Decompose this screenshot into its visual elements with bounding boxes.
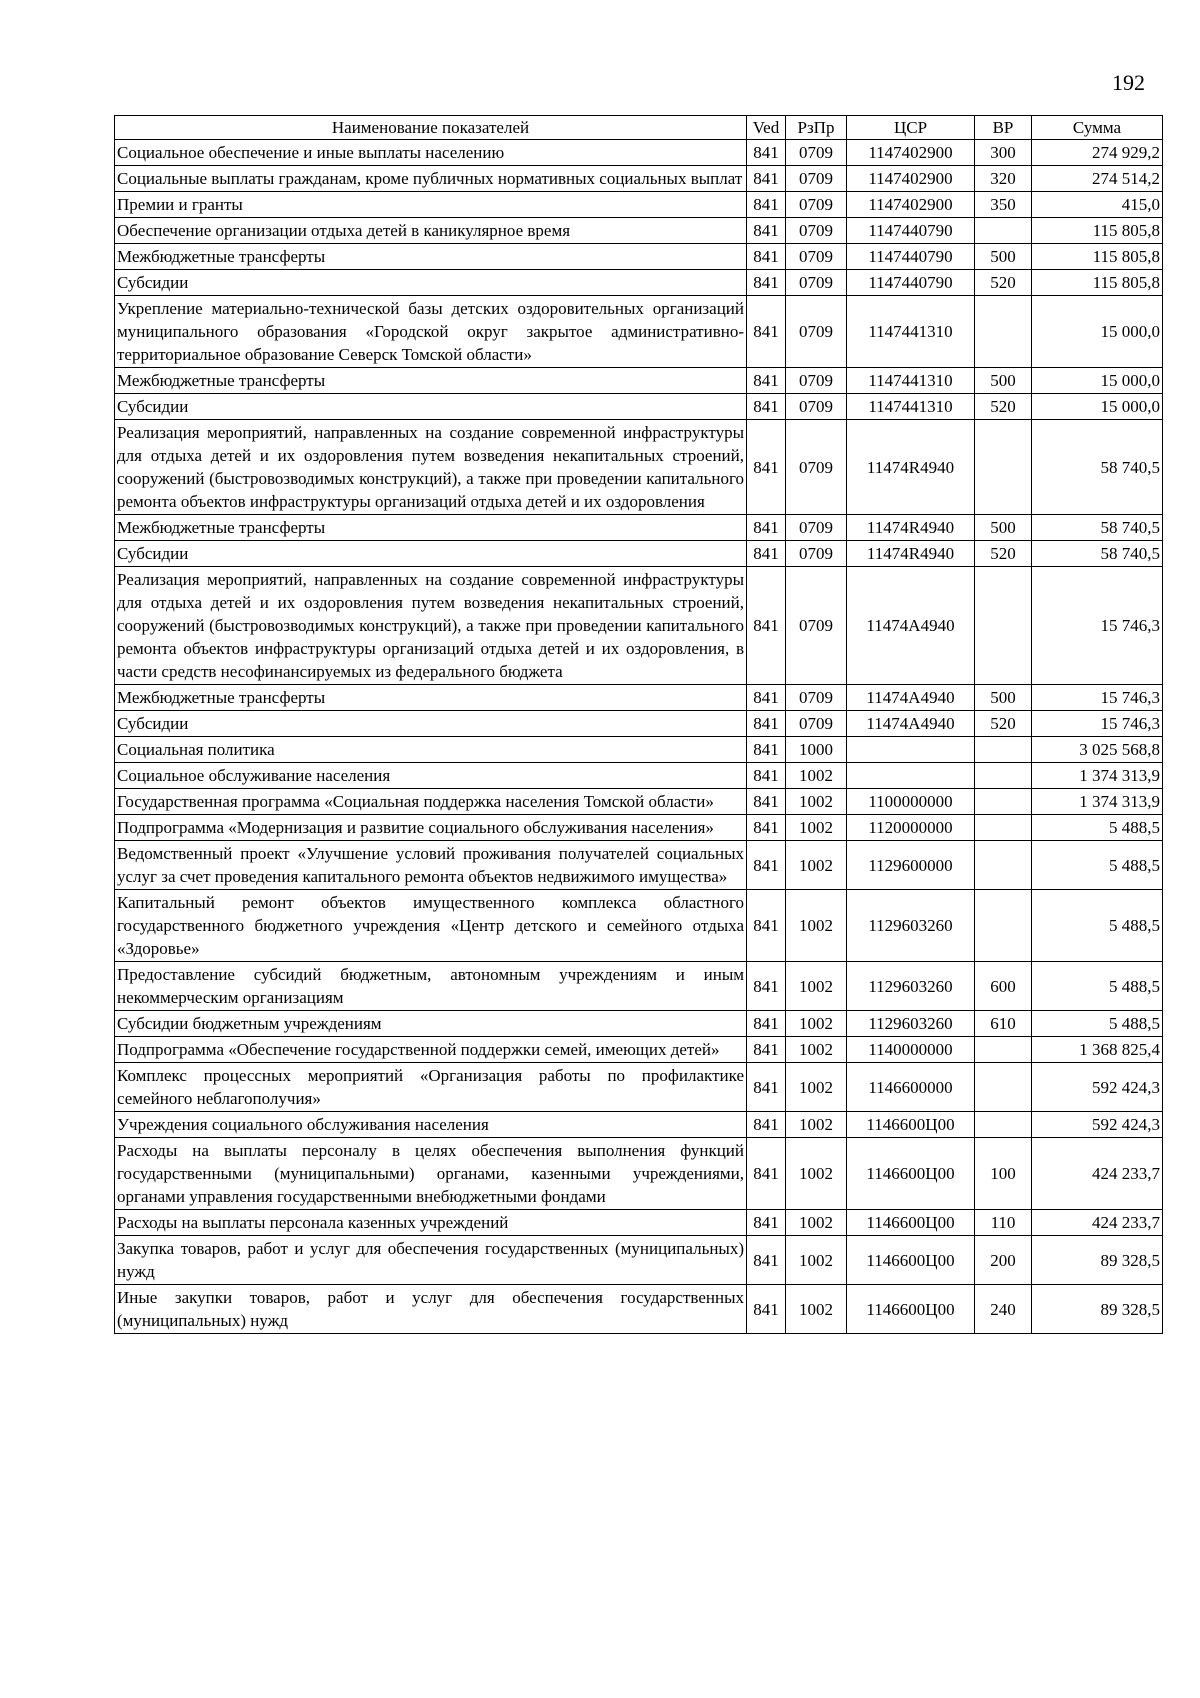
cell-ved: 841 (747, 515, 786, 541)
table-row (115, 789, 1163, 815)
cell-csr: 11474A4940 (847, 685, 975, 711)
cell-rzpr: 0709 (786, 244, 847, 270)
cell-csr: 11474A4940 (847, 567, 975, 685)
cell-ved: 841 (747, 763, 786, 789)
cell-name: Расходы на выплаты персонала казенных учреждений (115, 1210, 747, 1236)
cell-sum: 424 233,7 (1032, 1138, 1163, 1210)
cell-name: Социальная политика (115, 737, 747, 763)
cell-ved: 841 (747, 394, 786, 420)
cell-rzpr: 0709 (786, 541, 847, 567)
cell-name: Реализация мероприятий, направленных на создание современной инфраструктуры для отдыха детей и их оздоровления путем возведения некапитальных строений, сооружений (быстровозводимых конструкций), а также при проведении капитального ремонта объектов инфраструктуры организаций отдыха детей и их оздоровления, в части средств несофинансируемых из федерального бюджета (115, 567, 747, 685)
cell-ved: 841 (747, 841, 786, 890)
cell-ved: 841 (747, 244, 786, 270)
cell-vr: 520 (975, 394, 1032, 420)
cell-rzpr: 0709 (786, 685, 847, 711)
cell-csr: 1147441310 (847, 296, 975, 368)
cell-sum: 1 374 313,9 (1032, 763, 1163, 789)
cell-ved: 841 (747, 1037, 786, 1063)
table-row (115, 737, 1163, 763)
cell-vr: 610 (975, 1011, 1032, 1037)
cell-ved: 841 (747, 270, 786, 296)
cell-ved: 841 (747, 685, 786, 711)
cell-vr: 320 (975, 166, 1032, 192)
cell-csr: 11474A4940 (847, 711, 975, 737)
cell-sum: 5 488,5 (1032, 815, 1163, 841)
table-row (115, 567, 1163, 685)
cell-rzpr: 0709 (786, 140, 847, 166)
cell-name: Субсидии бюджетным учреждениям (115, 1011, 747, 1037)
cell-ved: 841 (747, 140, 786, 166)
table-row (115, 1037, 1163, 1063)
cell-csr: 1146600000 (847, 1063, 975, 1112)
cell-name: Субсидии (115, 541, 747, 567)
cell-sum: 274 929,2 (1032, 140, 1163, 166)
cell-ved: 841 (747, 567, 786, 685)
cell-csr: 1129603260 (847, 890, 975, 962)
cell-sum: 15 000,0 (1032, 368, 1163, 394)
cell-vr: 500 (975, 244, 1032, 270)
cell-vr: 520 (975, 711, 1032, 737)
cell-sum: 15 746,3 (1032, 567, 1163, 685)
cell-rzpr: 0709 (786, 420, 847, 515)
table-row (115, 296, 1163, 368)
cell-name: Расходы на выплаты персоналу в целях обеспечения выполнения функций государственными (муниципальными) органами, казенными учреждениями, органами управления государственными внебюджетными фондами (115, 1138, 747, 1210)
cell-csr: 1146600Ц00 (847, 1112, 975, 1138)
table-row (115, 420, 1163, 515)
table-row (115, 541, 1163, 567)
cell-vr (975, 296, 1032, 368)
table-row (115, 368, 1163, 394)
cell-vr (975, 1063, 1032, 1112)
cell-csr: 1140000000 (847, 1037, 975, 1063)
table-row (115, 1285, 1163, 1334)
cell-csr: 1147441310 (847, 368, 975, 394)
cell-name: Капитальный ремонт объектов имущественного комплекса областного государственного бюджетного учреждения «Центр детского и семейного отдыха «Здоровье» (115, 890, 747, 962)
cell-csr (847, 737, 975, 763)
cell-sum: 1 374 313,9 (1032, 789, 1163, 815)
cell-rzpr: 0709 (786, 270, 847, 296)
cell-sum: 3 025 568,8 (1032, 737, 1163, 763)
cell-csr: 1146600Ц00 (847, 1138, 975, 1210)
cell-rzpr: 1000 (786, 737, 847, 763)
cell-ved: 841 (747, 166, 786, 192)
cell-vr: 350 (975, 192, 1032, 218)
cell-rzpr: 1002 (786, 789, 847, 815)
cell-ved: 841 (747, 1063, 786, 1112)
table-row (115, 166, 1163, 192)
cell-rzpr: 1002 (786, 1236, 847, 1285)
cell-name: Государственная программа «Социальная поддержка населения Томской области» (115, 789, 747, 815)
cell-sum: 115 805,8 (1032, 270, 1163, 296)
cell-sum: 274 514,2 (1032, 166, 1163, 192)
table-row (115, 1063, 1163, 1112)
cell-sum: 58 740,5 (1032, 420, 1163, 515)
cell-ved: 841 (747, 1138, 786, 1210)
cell-name: Подпрограмма «Обеспечение государственной поддержки семей, имеющих детей» (115, 1037, 747, 1063)
cell-sum: 592 424,3 (1032, 1063, 1163, 1112)
cell-sum: 15 746,3 (1032, 711, 1163, 737)
cell-vr (975, 567, 1032, 685)
cell-rzpr: 1002 (786, 1210, 847, 1236)
table-row (115, 394, 1163, 420)
table-row (115, 1236, 1163, 1285)
cell-csr: 1146600Ц00 (847, 1236, 975, 1285)
cell-vr (975, 890, 1032, 962)
table-row (115, 841, 1163, 890)
cell-sum: 5 488,5 (1032, 1011, 1163, 1037)
cell-vr (975, 218, 1032, 244)
cell-rzpr: 1002 (786, 1138, 847, 1210)
cell-vr: 500 (975, 685, 1032, 711)
cell-csr: 1129603260 (847, 962, 975, 1011)
table-row (115, 140, 1163, 166)
cell-sum: 89 328,5 (1032, 1285, 1163, 1334)
cell-sum: 1 368 825,4 (1032, 1037, 1163, 1063)
cell-vr (975, 841, 1032, 890)
cell-name: Обеспечение организации отдыха детей в каникулярное время (115, 218, 747, 244)
table-row (115, 244, 1163, 270)
cell-sum: 58 740,5 (1032, 541, 1163, 567)
cell-csr (847, 763, 975, 789)
cell-csr: 1120000000 (847, 815, 975, 841)
cell-csr: 1147440790 (847, 244, 975, 270)
cell-sum: 15 746,3 (1032, 685, 1163, 711)
cell-name: Предоставление субсидий бюджетным, автономным учреждениям и иным некоммерческим организациям (115, 962, 747, 1011)
cell-vr: 300 (975, 140, 1032, 166)
cell-name: Иные закупки товаров, работ и услуг для обеспечения государственных (муниципальных) нужд (115, 1285, 747, 1334)
cell-rzpr: 0709 (786, 394, 847, 420)
cell-rzpr: 1002 (786, 1063, 847, 1112)
cell-ved: 841 (747, 962, 786, 1011)
budget-table (114, 115, 1163, 1334)
cell-ved: 841 (747, 296, 786, 368)
cell-rzpr: 1002 (786, 1037, 847, 1063)
cell-rzpr: 0709 (786, 567, 847, 685)
cell-name: Субсидии (115, 711, 747, 737)
header-ved: Ved (747, 116, 786, 140)
cell-ved: 841 (747, 1236, 786, 1285)
cell-sum: 415,0 (1032, 192, 1163, 218)
cell-rzpr: 0709 (786, 218, 847, 244)
cell-ved: 841 (747, 711, 786, 737)
cell-name: Субсидии (115, 270, 747, 296)
cell-vr: 240 (975, 1285, 1032, 1334)
cell-rzpr: 0709 (786, 296, 847, 368)
cell-rzpr: 0709 (786, 166, 847, 192)
table-row (115, 218, 1163, 244)
cell-sum: 15 000,0 (1032, 296, 1163, 368)
cell-csr: 1147402900 (847, 166, 975, 192)
cell-vr (975, 1112, 1032, 1138)
table-row (115, 1112, 1163, 1138)
cell-sum: 424 233,7 (1032, 1210, 1163, 1236)
cell-name: Межбюджетные трансферты (115, 685, 747, 711)
cell-ved: 841 (747, 737, 786, 763)
cell-vr: 200 (975, 1236, 1032, 1285)
cell-vr: 100 (975, 1138, 1032, 1210)
cell-ved: 841 (747, 368, 786, 394)
cell-rzpr: 1002 (786, 815, 847, 841)
cell-vr (975, 789, 1032, 815)
cell-sum: 89 328,5 (1032, 1236, 1163, 1285)
cell-csr: 1147440790 (847, 270, 975, 296)
header-name: Наименование показателей (115, 116, 747, 140)
cell-name: Учреждения социального обслуживания населения (115, 1112, 747, 1138)
cell-vr: 110 (975, 1210, 1032, 1236)
cell-name: Комплекс процессных мероприятий «Организация работы по профилактике семейного неблагополучия» (115, 1063, 747, 1112)
cell-name: Премии и гранты (115, 192, 747, 218)
cell-rzpr: 1002 (786, 962, 847, 1011)
table-row (115, 270, 1163, 296)
table-row (115, 763, 1163, 789)
cell-csr: 1129603260 (847, 1011, 975, 1037)
cell-csr: 1100000000 (847, 789, 975, 815)
cell-rzpr: 1002 (786, 1285, 847, 1334)
table-row (115, 1210, 1163, 1236)
cell-sum: 5 488,5 (1032, 841, 1163, 890)
header-sum: Сумма (1032, 116, 1163, 140)
cell-ved: 841 (747, 541, 786, 567)
cell-name: Укрепление материально-технической базы детских оздоровительных организаций муниципального образования «Городской округ закрытое административно-территориальное образование Северск Томской области» (115, 296, 747, 368)
header-rzpr: РзПр (786, 116, 847, 140)
cell-csr: 11474R4940 (847, 420, 975, 515)
table-row (115, 815, 1163, 841)
cell-rzpr: 0709 (786, 192, 847, 218)
table-row (115, 1011, 1163, 1037)
cell-rzpr: 1002 (786, 1011, 847, 1037)
table-row (115, 962, 1163, 1011)
cell-csr: 1147402900 (847, 140, 975, 166)
cell-rzpr: 1002 (786, 841, 847, 890)
cell-name: Ведомственный проект «Улучшение условий проживания получателей социальных услуг за счет проведения капитального ремонта объектов недвижимого имущества» (115, 841, 747, 890)
cell-rzpr: 0709 (786, 368, 847, 394)
cell-ved: 841 (747, 420, 786, 515)
cell-vr (975, 737, 1032, 763)
cell-rzpr: 0709 (786, 515, 847, 541)
cell-csr: 1147441310 (847, 394, 975, 420)
cell-ved: 841 (747, 1112, 786, 1138)
cell-csr: 11474R4940 (847, 541, 975, 567)
header-csr: ЦСР (847, 116, 975, 140)
cell-sum: 115 805,8 (1032, 244, 1163, 270)
cell-ved: 841 (747, 192, 786, 218)
cell-ved: 841 (747, 1210, 786, 1236)
cell-vr: 500 (975, 368, 1032, 394)
cell-csr: 1147440790 (847, 218, 975, 244)
table-row (115, 1138, 1163, 1210)
cell-rzpr: 1002 (786, 1112, 847, 1138)
page-number: 192 (1112, 70, 1145, 95)
table-body (115, 140, 1163, 1334)
cell-csr: 1129600000 (847, 841, 975, 890)
cell-name: Социальное обеспечение и иные выплаты населению (115, 140, 747, 166)
cell-csr: 1146600Ц00 (847, 1285, 975, 1334)
cell-name: Социальные выплаты гражданам, кроме публичных нормативных социальных выплат (115, 166, 747, 192)
table-row (115, 192, 1163, 218)
cell-csr: 1147402900 (847, 192, 975, 218)
cell-rzpr: 1002 (786, 763, 847, 789)
cell-rzpr: 0709 (786, 711, 847, 737)
cell-sum: 592 424,3 (1032, 1112, 1163, 1138)
cell-ved: 841 (747, 1011, 786, 1037)
cell-vr: 600 (975, 962, 1032, 1011)
table-row (115, 711, 1163, 737)
cell-csr: 1146600Ц00 (847, 1210, 975, 1236)
cell-name: Подпрограмма «Модернизация и развитие социального обслуживания населения» (115, 815, 747, 841)
cell-vr (975, 763, 1032, 789)
cell-vr: 500 (975, 515, 1032, 541)
cell-ved: 841 (747, 789, 786, 815)
cell-vr (975, 1037, 1032, 1063)
cell-ved: 841 (747, 890, 786, 962)
cell-vr: 520 (975, 270, 1032, 296)
table-header-row (115, 116, 1163, 140)
cell-ved: 841 (747, 1285, 786, 1334)
cell-name: Социальное обслуживание населения (115, 763, 747, 789)
cell-name: Закупка товаров, работ и услуг для обеспечения государственных (муниципальных) нужд (115, 1236, 747, 1285)
cell-ved: 841 (747, 815, 786, 841)
cell-sum: 5 488,5 (1032, 962, 1163, 1011)
cell-sum: 15 000,0 (1032, 394, 1163, 420)
cell-sum: 58 740,5 (1032, 515, 1163, 541)
table-row (115, 890, 1163, 962)
cell-name: Реализация мероприятий, направленных на создание современной инфраструктуры для отдыха детей и их оздоровления путем возведения некапитальных строений, сооружений (быстровозводимых конструкций), а также при проведении капитального ремонта объектов инфраструктуры организаций отдыха детей и их оздоровления (115, 420, 747, 515)
table-row (115, 685, 1163, 711)
table-row (115, 515, 1163, 541)
cell-name: Межбюджетные трансферты (115, 368, 747, 394)
cell-vr (975, 420, 1032, 515)
cell-ved: 841 (747, 218, 786, 244)
cell-csr: 11474R4940 (847, 515, 975, 541)
cell-name: Межбюджетные трансферты (115, 244, 747, 270)
cell-sum: 5 488,5 (1032, 890, 1163, 962)
cell-vr: 520 (975, 541, 1032, 567)
cell-sum: 115 805,8 (1032, 218, 1163, 244)
cell-vr (975, 815, 1032, 841)
header-vr: ВР (975, 116, 1032, 140)
cell-name: Субсидии (115, 394, 747, 420)
cell-rzpr: 1002 (786, 890, 847, 962)
cell-name: Межбюджетные трансферты (115, 515, 747, 541)
